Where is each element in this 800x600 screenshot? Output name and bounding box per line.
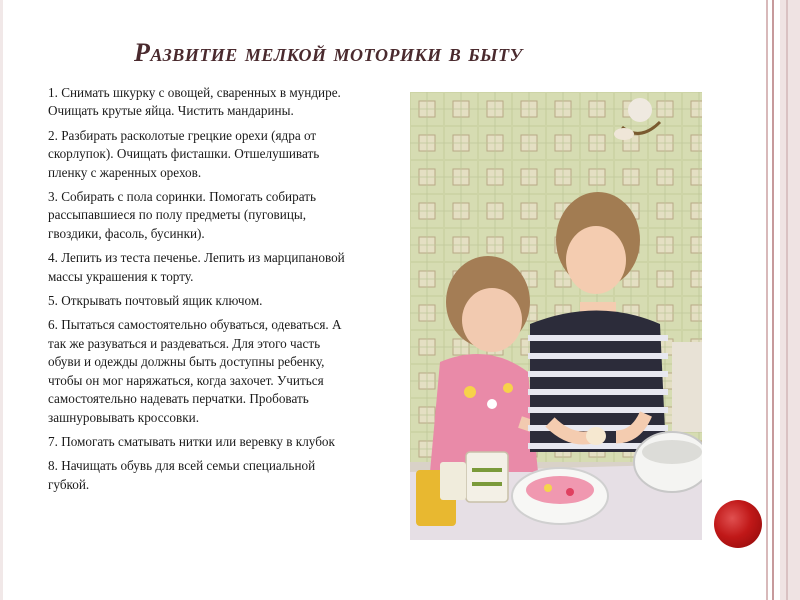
red-circle-decoration	[714, 500, 762, 548]
stripe-line	[786, 0, 788, 600]
list-item: 6. Пытаться самостоятельно обуваться, одеваться. А так же разуваться и раздеваться. Для этого часть обуви и одежды должны быть доступны ребенку, чтобы он мог наряжаться, когда захочет. Учиться самостоятельно надевать перчатки. Пробовать зашнуровывать кроссовки.	[48, 317, 342, 425]
list-item: 7. Помогать сматывать нитки или веревку в клубок	[48, 433, 335, 449]
list-item: 2. Разбирать расколотые грецкие орехи (ядра от скорлупок). Очищать фисташки. Отшелушивать пленку с жаренных орехов.	[48, 127, 320, 180]
decorative-side-stripes	[762, 0, 800, 600]
list-item: 5. Открывать почтовый ящик ключом.	[48, 293, 263, 309]
slide-title: Развитие мелкой моторики в быту	[134, 38, 523, 67]
left-border	[0, 0, 3, 600]
photo-children-cooking	[410, 92, 702, 540]
list-item: 1. Снимать шкурку с овощей, сваренных в мундире. Очищать крутые яйца. Чистить мандарины.	[48, 85, 341, 119]
list-item: 3. Собирать с пола соринки. Помогать собирать рассыпавшиеся по полу предметы (пуговицы, гвоздики, фасоль, бусинки).	[48, 189, 316, 241]
tips-list	[48, 84, 348, 500]
list-item: 4. Лепить из теста печенье. Лепить из марципановой массы украшения к торту.	[48, 250, 345, 284]
list-item: 8. Начищать обувь для всей семьи специальной губкой.	[48, 458, 316, 492]
